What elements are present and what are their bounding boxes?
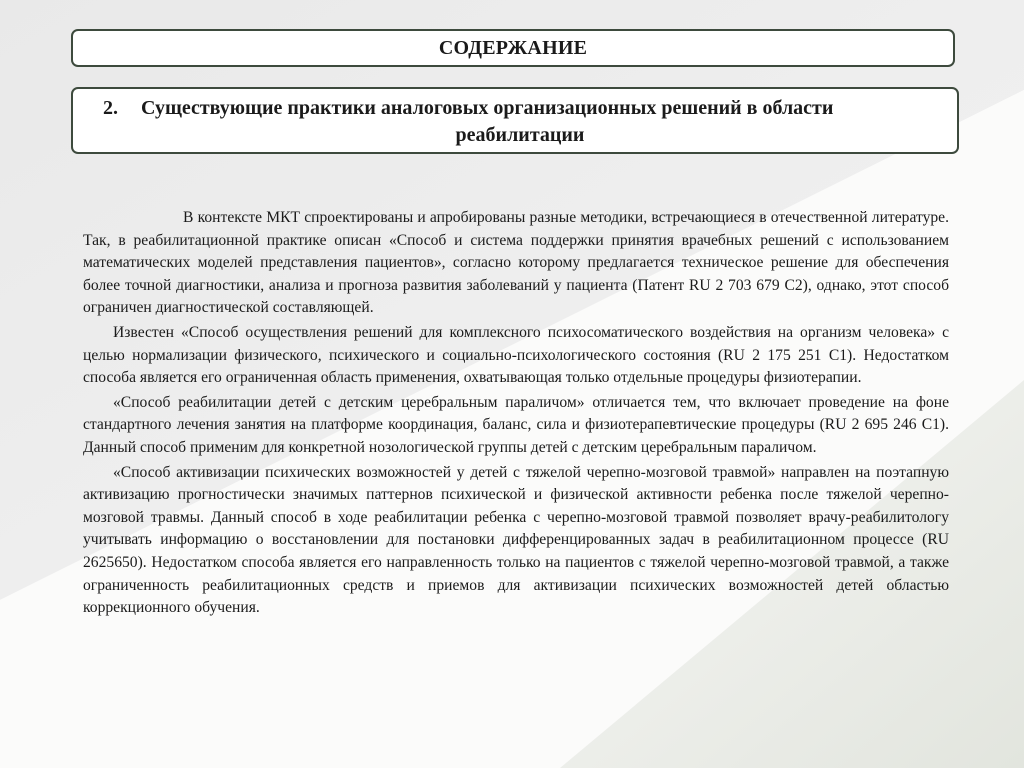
body-text <box>83 207 949 622</box>
paragraph: «Способ реабилитации детей с детским церебральным параличом» отличается тем, что включает проведение на фоне стандартного лечения занятия на платформе координация, баланс, сила и физиотерапевтические процедуры (RU 2 695 246 C1). Данный способ применим для конкретной нозологической группы детей с детским церебральным параличом. <box>83 393 949 456</box>
page-title-text: СОДЕРЖАНИЕ <box>438 36 588 59</box>
section-number: 2. <box>103 97 118 119</box>
section-title-line-1: Существующие практики аналоговых организационных решений в области <box>141 97 834 119</box>
section-title-line-2: реабилитации <box>455 124 585 146</box>
paragraph: В контексте МКТ спроектированы и апробированы разные методики, встречающиеся в отечественной литературе. Так, в реабилитационной практике описан «Способ и система поддержки принятия врачебных решений с использованием математических моделей представления пациентов», согласно которому предлагается техническое решение для обеспечения более точной диагностики, анализа и прогноза развития заболеваний у пациента (Патент RU 2 703 679 C2), однако, этот способ ограничен диагностической составляющей. <box>83 209 949 317</box>
paragraph: «Способ активизации психических возможностей у детей с тяжелой черепно-мозговой травмой» направлен на поэтапную активизацию прогностически значимых паттернов психической и физической активности ребенка после тяжелой черепно-мозговой травмы. Данный способ в ходе реабилитации ребенка с черепно-мозговой травмой позволяет врачу-реабилитологу учитывать информацию о восстановлении для постановки дифференцированных задач в реабилитационном процессе (RU 2625650). Недостатком способа является его направленность только на пациентов с тяжелой черепно-мозговой травмой, а также ограниченность реабилитационных средств и приемов для активизации психических возможностей детей областью коррекционного обучения. <box>83 463 949 617</box>
page-title <box>71 29 955 67</box>
section-heading <box>71 87 959 154</box>
paragraph: Известен «Способ осуществления решений для комплексного психосоматического воздействия на организм человека» с целью нормализации физического, психического и социально-психологического состояния (RU 2 175 251 C1). Недостатком способа является его ограниченная область применения, охватывающая только отдельные процедуры физиотерапии. <box>83 323 949 387</box>
